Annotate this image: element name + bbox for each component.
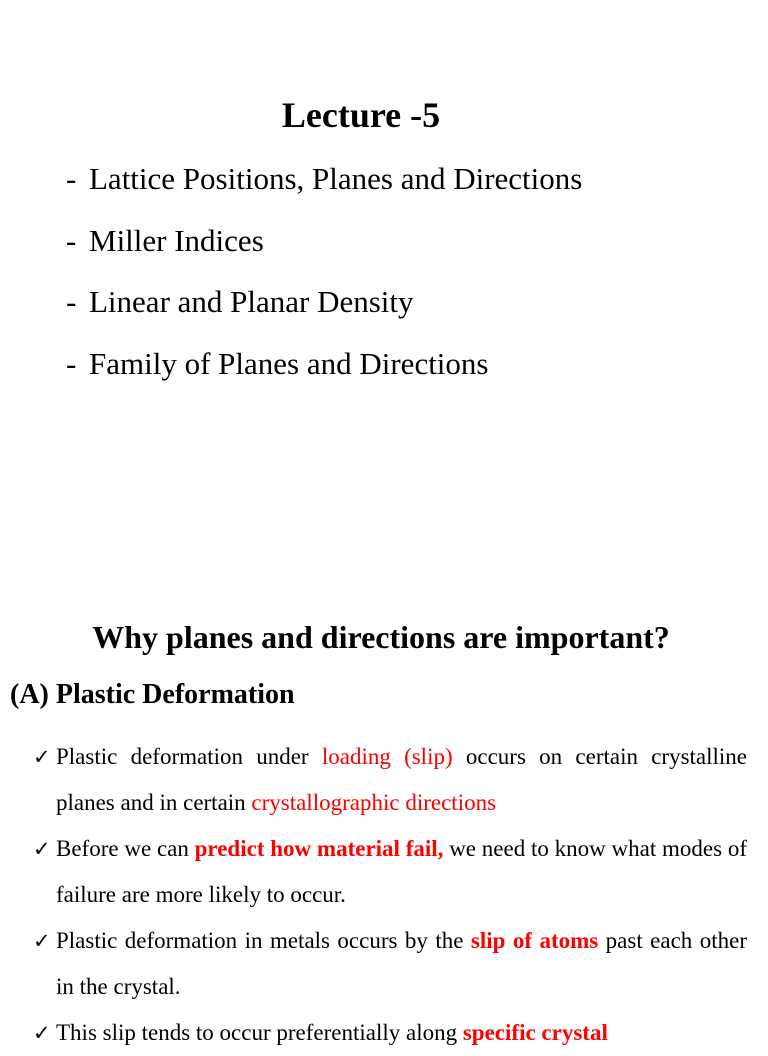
topic-dash: -	[66, 345, 77, 381]
item-text: past each other in the crystal.	[56, 928, 747, 999]
topic-item	[66, 220, 582, 282]
item-text: Plastic deformation in metals occurs by the	[56, 928, 471, 953]
item-text: Plastic deformation under	[56, 744, 322, 769]
check-mark-icon: ✓	[33, 837, 51, 861]
highlight-text: predict how material fail,	[194, 836, 444, 861]
section-heading: (A) Plastic Deformation	[10, 679, 295, 710]
checklist-item	[33, 1010, 747, 1056]
topic-text: Miller Indices	[89, 222, 264, 258]
slide-why-planes	[0, 540, 768, 1045]
slide-question-title: Why planes and directions are important?	[92, 619, 670, 655]
highlight-text: loading (slip)	[321, 744, 453, 769]
topic-item	[66, 158, 582, 220]
checklist-item	[33, 734, 747, 826]
check-mark-icon: ✓	[33, 745, 51, 769]
topic-dash: -	[66, 161, 77, 196]
topic-item	[66, 343, 582, 405]
checklist-item	[33, 826, 747, 918]
item-text: Before we can	[56, 836, 195, 861]
check-mark-icon: ✓	[33, 1021, 51, 1045]
topic-text: Lattice Positions, Planes and Directions	[89, 161, 583, 196]
item-text: This slip tends to occur preferentially along	[56, 1020, 463, 1045]
topic-dash: -	[66, 222, 77, 258]
lecture-title: Lecture -5	[281, 95, 441, 135]
topic-text: Linear and Planar Density	[89, 284, 414, 319]
highlight-text: slip of atoms	[470, 928, 599, 953]
item-text: occurs on certain crystalline planes and in certain	[56, 744, 748, 815]
check-mark-icon: ✓	[33, 929, 51, 953]
highlight-text: crystallographic directions	[251, 790, 497, 815]
topic-text: Family of Planes and Directions	[89, 345, 489, 381]
topic-dash: -	[66, 284, 77, 319]
topic-item	[66, 281, 582, 343]
topic-list	[66, 158, 582, 404]
item-text: we need to know what modes of failure are more likely to occur.	[56, 836, 748, 907]
checklist	[33, 734, 747, 1056]
highlight-text: specific crystal	[462, 1020, 608, 1045]
checklist-item	[33, 918, 747, 1010]
